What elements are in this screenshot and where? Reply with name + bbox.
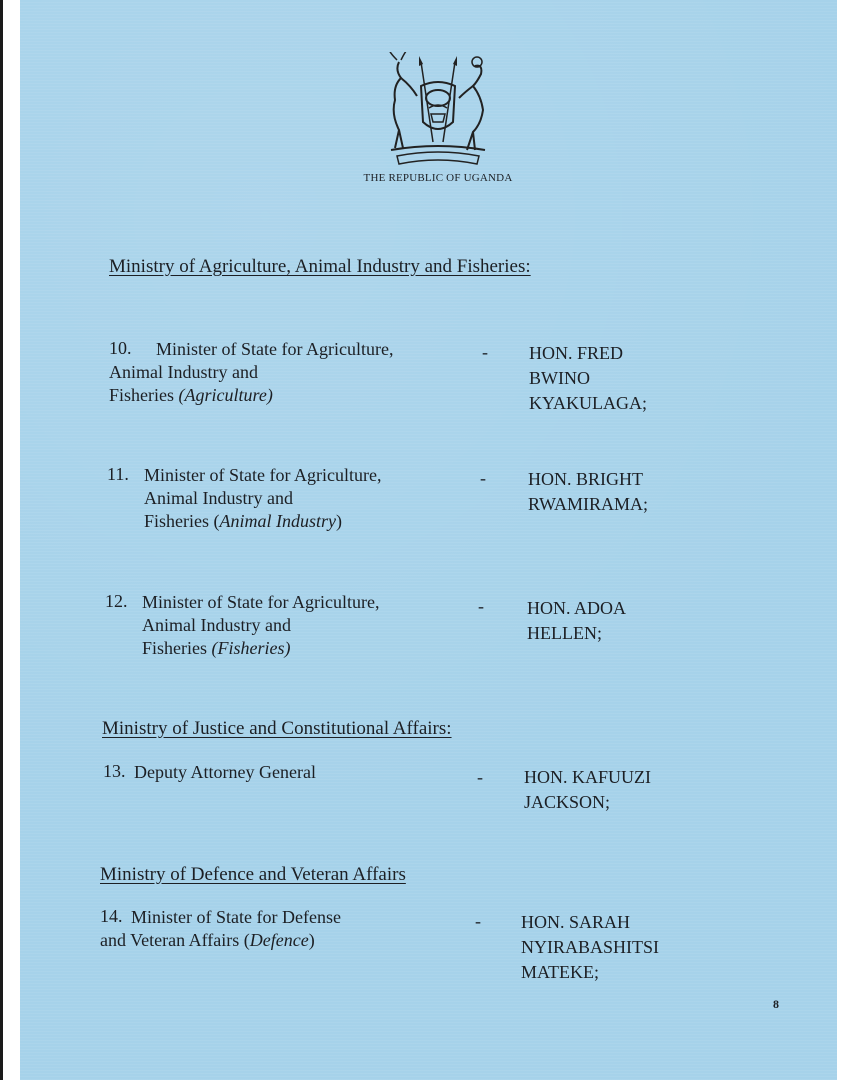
entry-name-line: BWINO xyxy=(529,368,590,388)
entry-number: 13. xyxy=(103,761,126,781)
page-number: 8 xyxy=(773,997,779,1011)
entry-title-line: and Veteran Affairs (Defence) xyxy=(100,930,315,950)
entry-name-line: KYAKULAGA; xyxy=(529,393,647,413)
scan-margin xyxy=(3,0,20,1080)
entry-title-line: Minister of State for Agriculture, xyxy=(156,339,394,359)
document-page xyxy=(20,0,837,1080)
entry-name-line: MATEKE; xyxy=(521,962,599,982)
entry-name-line: HELLEN; xyxy=(527,623,602,643)
country-name: THE REPUBLIC OF UGANDA xyxy=(363,172,513,184)
entry-title-line: Deputy Attorney General xyxy=(134,762,316,782)
entry-name-line: HON. ADOA xyxy=(527,598,626,618)
entry-title-line: Fisheries (Agriculture) xyxy=(109,385,273,405)
entry-dash: - xyxy=(477,767,483,787)
entry-title-line: Fisheries (Fisheries) xyxy=(142,638,291,658)
section-heading-justice: Ministry of Justice and Constitutional Affairs: xyxy=(102,718,452,739)
entry-number: 10. xyxy=(109,338,132,358)
entry-name-line: RWAMIRAMA; xyxy=(528,494,649,514)
entry-title-line: Minister of State for Agriculture, xyxy=(142,592,380,612)
entry-dash: - xyxy=(482,342,488,362)
entry-number: 12. xyxy=(105,591,128,611)
entry-number: 14. xyxy=(100,906,123,926)
entry-name-line: HON. BRIGHT xyxy=(528,469,643,489)
entry-name-line: HON. SARAH xyxy=(521,912,631,932)
entry-dash: - xyxy=(480,468,486,488)
entry-title-line: Minister of State for Agriculture, xyxy=(144,465,382,485)
entry-title-line: Animal Industry and xyxy=(142,615,291,635)
section-heading-agriculture: Ministry of Agriculture, Animal Industry and Fisheries: xyxy=(109,256,531,277)
entry-name-line: HON. FRED xyxy=(529,343,624,363)
section-heading-defence: Ministry of Defence and Veteran Affairs xyxy=(100,864,406,885)
entry-name-line: NYIRABASHITSI xyxy=(521,937,660,957)
entry-title-line: Animal Industry and xyxy=(109,362,258,382)
entry-number: 11. xyxy=(107,464,129,484)
entry-name-line: JACKSON; xyxy=(524,792,611,812)
entry-title-line: Minister of State for Defense xyxy=(131,907,341,927)
entry-dash: - xyxy=(478,596,484,616)
coat-of-arms-icon xyxy=(377,52,499,170)
entry-title-line: Fisheries (Animal Industry) xyxy=(144,511,342,531)
entry-title-line: Animal Industry and xyxy=(144,488,293,508)
entry-dash: - xyxy=(475,911,481,931)
entry-name-line: HON. KAFUUZI xyxy=(524,767,651,787)
